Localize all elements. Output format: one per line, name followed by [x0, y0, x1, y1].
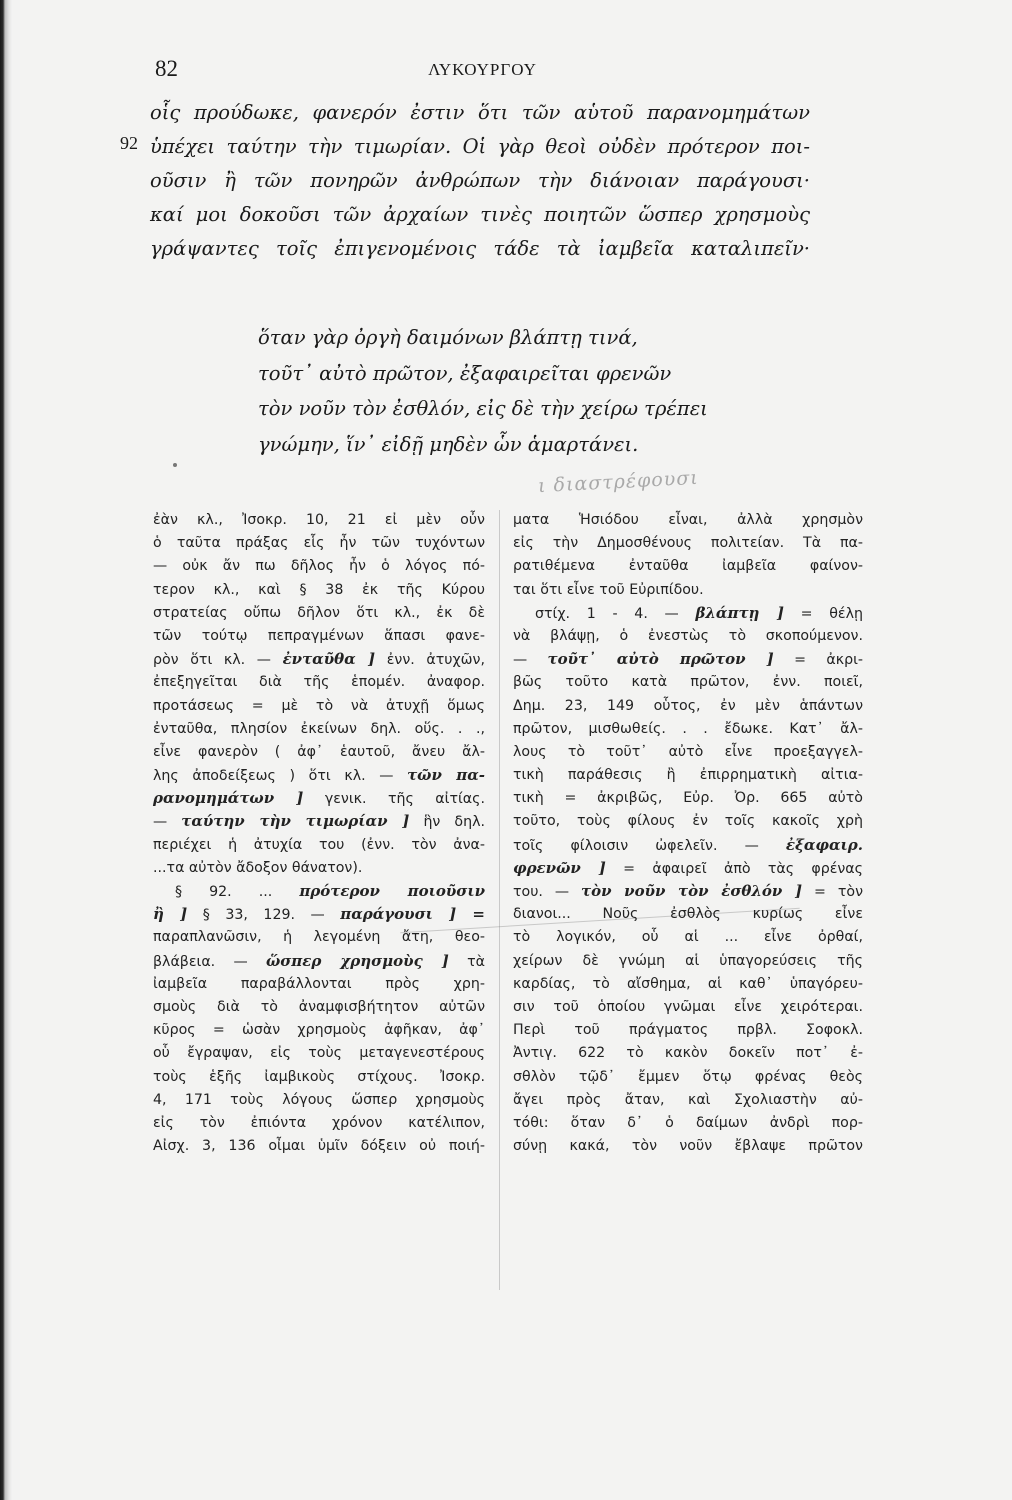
lemma: ἐνταῦθα ] — [282, 650, 376, 669]
commentary-line: σμοὺς διὰ τὸ ἀναμφισβήτητον αὐτῶν — [153, 998, 485, 1015]
commentary-line: ρατιθέμενα ἐνταῦθα ἰαμβεῖα φαίνον- — [513, 558, 863, 575]
section-number-margin: 92 — [120, 133, 138, 153]
main-text-line: οἷς προύδωκε, φανερόν ἐστιν ὅτι τῶν αὑτοῦ παρανομημάτων — [150, 101, 810, 124]
main-text-block — [150, 96, 810, 266]
verse-line: γνώμην, ἵν᾿ εἰδῇ μηδὲν ὧν ἁμαρτάνει. — [258, 432, 639, 456]
commentary-line: Αἰσχ. 3, 136 οἶμαι ὑμῖν δόξειν οὐ ποιή- — [153, 1138, 485, 1155]
commentary-line: καρδίας, τὸ αἴσθημα, αἱ καθ᾿ ὑπαγόρευ- — [513, 975, 863, 992]
verse-line: τὸν νοῦν τὸν ἐσθλόν, εἰς δὲ τὴν χείρω τρέπει — [258, 397, 708, 420]
commentary-line: χείρων δὲ γνώμη αἱ ὑπαγορεύσεις τῆς — [513, 952, 863, 969]
commentary-line: στρατείας οὔπω δῆλον ὅτι κλ., ἐκ δὲ — [153, 604, 485, 621]
running-head — [155, 56, 810, 86]
commentary-line: σθλὸν τῷδ᾿ ἔμμεν ὅτῳ φρένας θεὸς — [513, 1068, 863, 1085]
main-text-line: καί μοι δοκοῦσι τῶν ἀρχαίων τινὲς ποιητῶν ὥσπερ χρησμοὺς — [150, 203, 810, 226]
commentary-line: ται ὅτι εἶνε τοῦ Εὐριπίδου. — [513, 581, 704, 598]
commentary-line: τοὺς ἑξῆς ἰαμβικοὺς στίχους. Ἰσοκρ. — [153, 1068, 485, 1085]
verse-line: ὅταν γὰρ ὀργὴ δαιμόνων βλάπτῃ τινά, — [258, 326, 638, 349]
lemma: ἐξαφαιρ. — [785, 835, 863, 854]
lemma: ὥσπερ χρησμοὺς ] — [265, 951, 449, 970]
verse-line: τοῦτ᾿ αὐτὸ πρῶτον, ἐξαφαιρεῖται φρενῶν — [258, 361, 672, 385]
commentary-line: διανοι... Νοῦς ἐσθλὸς κυρίως εἶνε — [513, 906, 863, 923]
commentary-right-column — [513, 509, 863, 1158]
commentary-line: τοῖς φίλοισιν ὠφελεῖν. — ἐξαφαιρ. — [513, 835, 863, 854]
verse-quotation — [258, 320, 708, 462]
commentary-line: Δημ. 23, 149 οὗτος, ἐν μὲν ἁπάντων — [513, 697, 863, 714]
commentary-line: φρενῶν ] = ἀφαιρεῖ ἀπὸ τὰς φρένας — [513, 858, 863, 877]
commentary-line: βλάβεια. — ὥσπερ χρησμοὺς ] τὰ — [153, 951, 485, 970]
running-title: ΛΥΚΟΥΡΓΟΥ — [428, 60, 537, 79]
commentary-line: — τοῦτ᾿ αὐτὸ πρῶτον ] = ἀκρι- — [513, 650, 863, 669]
commentary-line: ἢ ] § 33, 129. — παράγουσι ] = — [153, 905, 485, 924]
commentary-line: λους τὸ τοῦτ᾿ αὐτὸ εἶνε προεξαγγελ- — [513, 743, 863, 760]
commentary-line: σύνῃ κακά, τὸν νοῦν ἔβλαψε πρῶτον — [513, 1138, 863, 1155]
lemma: ταύτην τὴν τιμωρίαν ] — [181, 812, 410, 831]
commentary-line: τὸ λογικόν, οὗ αἱ ... εἶνε ὀρθαί, — [513, 929, 863, 946]
commentary-line: ἐπεξηγεῖται διὰ τῆς ἑπομέν. ἀναφορ. — [153, 674, 485, 691]
lemma: πρότερον ποιοῦσιν — [299, 882, 486, 900]
commentary-line: σιν τοῦ ὁποίου γνῶμαι εἶνε χειρότεραι. — [513, 998, 863, 1015]
commentary-line: ἐὰν κλ., Ἰσοκρ. 10, 21 εἰ μὲν οὖν — [153, 512, 485, 528]
commentary-line: τικὴ παράθεσις ἢ ἐπιρρηματικὴ αἰτια- — [513, 767, 863, 784]
commentary-line: εἰς τὴν Δημοσθένους πολιτείαν. Τὰ πα- — [513, 535, 863, 552]
commentary-line: εἰς τὸν ἐπιόντα χρόνον κατέλιπον, — [153, 1114, 485, 1131]
commentary-line: τῶν τούτῳ πεπραγμένων ἅπασι φανε- — [153, 627, 485, 644]
commentary-line: Περὶ τοῦ πράγματος πρβλ. Σοφοκλ. — [513, 1022, 863, 1039]
lemma: ἢ ] — [153, 905, 188, 924]
commentary-line: ρανομημάτων ] γενικ. τῆς αἰτίας. — [153, 789, 485, 808]
main-text-line: γράψαντες τοῖς ἐπιγενομένοις τάδε τὰ ἰαμβεῖα καταλιπεῖν· — [150, 237, 810, 260]
commentary-line: οὗ ἔγραψαν, εἰς τοὺς μεταγενεστέρους — [153, 1045, 485, 1062]
commentary-line: τερον κλ., καὶ § 38 ἐκ τῆς Κύρου — [153, 581, 485, 598]
column-divider — [499, 510, 500, 1290]
commentary-line: νὰ βλάψῃ, ὁ ἐνεστὼς τὸ σκοπούμενον. — [513, 627, 863, 644]
commentary-line: παραπλανῶσιν, ἡ λεγομένη ἄτη, θεο- — [153, 929, 485, 946]
commentary-line: — οὐκ ἄν πω δῆλος ἦν ὁ λόγος πό- — [153, 558, 485, 575]
lemma: παράγουσι ] = — [340, 905, 485, 924]
commentary-line: ...τα αὐτὸν ἄδοξον θάνατον). — [153, 859, 363, 876]
commentary-line: του. — τὸν νοῦν τὸν ἐσθλόν ] = τὸν — [513, 882, 863, 900]
commentary-line: στίχ. 1 - 4. — βλάπτῃ ] = θέλῃ — [535, 603, 863, 622]
commentary-line: τόθι: ὅταν δ᾿ ὁ δαίμων ἀνδρὶ πορ- — [513, 1114, 863, 1131]
commentary-line: προτάσεως = μὲ τὸ νὰ ἀτυχῇ ὅμως — [153, 697, 485, 714]
main-text-line: ὑπέχει ταύτην τὴν τιμωρίαν. Οἱ γὰρ θεοὶ οὐδὲν πρότερον ποι- — [150, 135, 810, 158]
commentary-line: ἰαμβεῖα παραβάλλονται πρὸς χρη- — [153, 975, 485, 992]
lemma: ρανομημάτων ] — [153, 789, 304, 808]
commentary-left-column — [153, 509, 485, 1158]
commentary-line: περιέχει ἡ ἀτυχία του (ἐνν. τὸν ἀνα- — [153, 836, 485, 853]
commentary-line: κῦρος = ὡσὰν χρησμοὺς ἀφῆκαν, ἀφ᾿ — [153, 1022, 485, 1039]
main-text-line: οῦσιν ἢ τῶν πονηρῶν ἀνθρώπων τὴν διάνοιαν παράγουσι· — [150, 169, 810, 192]
commentary-line: Ἀντιγ. 622 τὸ κακὸν δοκεῖν ποτ᾿ ἐ- — [513, 1045, 863, 1062]
commentary-line: ἄγει πρὸς ἄταν, καὶ Σχολιαστὴν αὐ- — [513, 1091, 863, 1108]
commentary-line: ὁ ταῦτα πράξας εἷς ἦν τῶν τυχόντων — [153, 535, 485, 552]
handwritten-annotation: ι διαστρέφουσι — [537, 466, 700, 498]
commentary-line: τικὴ = ἀκριβῶς, Εὐρ. Ὀρ. 665 αὐτὸ — [513, 790, 863, 807]
lemma: βλάπτῃ ] — [695, 603, 784, 622]
commentary-line: ἐνταῦθα, πλησίον ἐκείνων δηλ. οὕς. . ., — [153, 720, 485, 737]
commentary-line: ρὸν ὅτι κλ. — ἐνταῦθα ] ἐνν. ἀτυχῶν, — [153, 650, 485, 669]
commentary-line: λης ἀποδείξεως ) ὅτι κλ. — τῶν πα- — [153, 766, 485, 785]
commentary-line: βῶς τοῦτο κατὰ πρῶτον, ἐνν. ποιεῖ, — [513, 674, 863, 691]
page-number: 82 — [155, 56, 178, 81]
commentary-line: πρῶτον, μισθωθείς. . . ἔδωκε. Κατ᾿ ἄλ- — [513, 720, 863, 737]
commentary-line: εἶνε φανερὸν ( ἀφ᾿ ἑαυτοῦ, ἄνευ ἄλ- — [153, 743, 485, 760]
commentary-line: 4, 171 τοὺς λόγους ὥσπερ χρησμοὺς — [153, 1091, 485, 1108]
lemma: φρενῶν ] — [513, 858, 606, 877]
lemma: τὸν νοῦν τὸν ἐσθλόν ] — [581, 882, 803, 900]
commentary-line: τοῦτο, τοὺς φίλους ἐν τοῖς κακοῖς χρὴ — [513, 813, 863, 830]
commentary-line: ματα Ἡσιόδου εἶναι, ἀλλὰ χρησμὸν — [513, 512, 863, 528]
lemma: τῶν πα- — [407, 766, 485, 785]
lemma: τοῦτ᾿ αὐτὸ πρῶτον ] — [547, 650, 774, 669]
ink-speck — [173, 463, 177, 467]
commentary-line: § 92. ... πρότερον ποιοῦσιν — [175, 882, 486, 900]
book-gutter-edge — [0, 0, 12, 1500]
commentary-line: — ταύτην τὴν τιμωρίαν ] ἣν δηλ. — [153, 812, 486, 831]
